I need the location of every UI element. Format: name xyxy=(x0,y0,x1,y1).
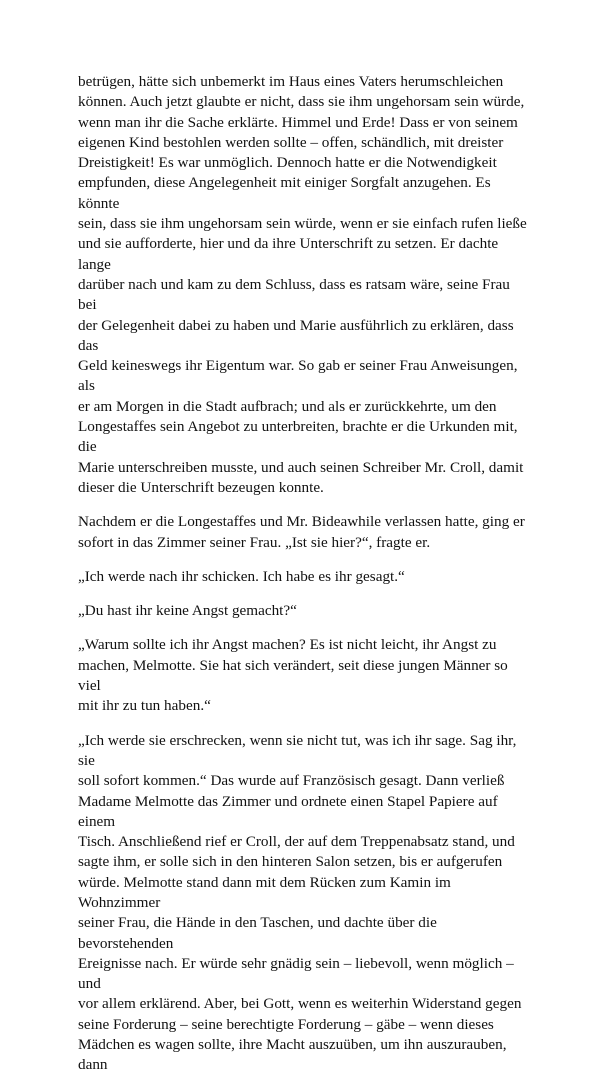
paragraph-6: „Ich werde sie erschrecken, wenn sie nicht tut, was ich ihr sage. Sag ihr, sie soll sofort kommen.“ Das wurde auf Französisch gesagt. Dann verließ Madame Melmotte das Zimmer und ordnete einen Stapel Papiere auf einem Tisch. Anschließend rief er Croll, der auf dem Treppenabsatz stand, und sagte ihm, er solle sich in den hinteren Salon setzen, bis er aufgerufen würde. Melmotte stand dann mit dem Rücken zum Kamin im Wohnzimmer seiner Frau, die Hände in den Taschen, und dachte über die bevorstehenden Ereignisse nach. Er würde sehr gnädig sein – liebevoll, wenn möglich – und vor allem erklärend. Aber, bei Gott, wenn es weiterhin Widerstand gegen seine Forderung – seine berechtigte Forderung – gäbe – wenn dieses Mädchen es wagen sollte, ihre Macht auszuüben, um ihn auszurauben, dann xyxy=(78,731,522,1074)
paragraph-3: „Ich werde nach ihr schicken. Ich habe es ihr gesagt.“ xyxy=(78,567,405,585)
paragraph-1: betrügen, hätte sich unbemerkt im Haus eines Vaters herumschleichen können. Auch jetzt glaubte er nicht, dass sie ihm ungehorsam sein würde, wenn man ihr die Sache erklärte. Himmel und Erde! Dass er von seinem eigenen Kind bestohlen werden sollte – offen, schändlich, mit dreister Dreistigkeit! Es war unmöglich. Dennoch hatte er die Notwendigkeit empfunden, diese Angelegenheit mit einiger Sorgfalt anzugehen. Es könnte sein, dass sie ihm ungehorsam sein würde, wenn er sie einfach rufen ließe und sie aufforderte, hier und da ihre Unterschrift zu setzen. Er dachte lange darüber nach und kam zu dem Schluss, dass es ratsam wäre, seine Frau bei der Gelegenheit dabei zu haben und Marie ausführlich zu erklären, dass das Geld keineswegs ihr Eigentum war. So gab er seiner Frau Anweisungen, als er am Morgen in die Stadt aufbrach; und als er zurückkehrte, um den Longestaffes sein Angebot zu unterbreiten, brachte er die Urkunden mit, die Marie unterschreiben musste, und auch seinen Schreiber Mr. Croll, damit dieser die Unterschrift bezeugen konnte. xyxy=(78,73,527,496)
paragraph-2: Nachdem er die Longestaffes und Mr. Bideawhile verlassen hatte, ging er sofort in das Zimmer seiner Frau. „Ist sie hier?“, fragte er. xyxy=(78,513,525,551)
paragraph-5: „Warum sollte ich ihr Angst machen? Es ist nicht leicht, ihr Angst zu machen, Melmotte. Sie hat sich verändert, seit diese jungen Männer so viel mit ihr zu tun haben.“ xyxy=(78,636,508,715)
paragraph-4: „Du hast ihr keine Angst gemacht?“ xyxy=(78,602,297,620)
document-text xyxy=(78,72,530,1090)
